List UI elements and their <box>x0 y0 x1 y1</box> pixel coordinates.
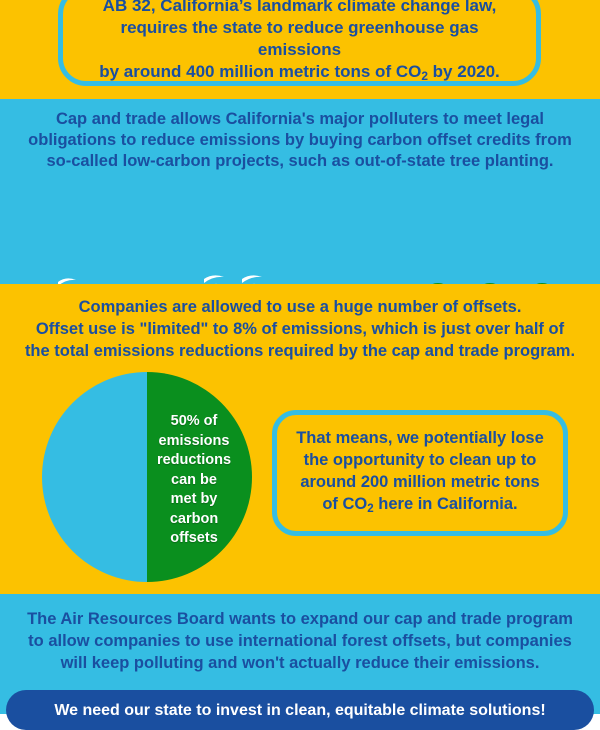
international-offsets-section <box>0 594 600 719</box>
pie-label-line: can be <box>171 471 217 488</box>
pie-label-line: met by <box>170 491 218 507</box>
call-to-action-text: We need our state to invest in clean, equitable climate solutions! <box>54 702 546 719</box>
international-offsets-text <box>0 608 600 674</box>
intro-section <box>0 0 600 99</box>
intl-line-2: to allow companies to use international forest offsets, but companies <box>28 632 572 650</box>
cap-trade-line-2: obligations to reduce emissions by buying carbon offset credits from <box>28 131 572 149</box>
polluters-to-forest-illustration <box>0 99 600 284</box>
callout-line-1: That means, we potentially lose <box>296 428 544 447</box>
ab32-callout <box>58 0 541 86</box>
pie-label <box>146 412 242 549</box>
pie-slice-other <box>42 372 147 582</box>
cap-trade-line-3: so-called low-carbon projects, such as out-of-state tree planting. <box>46 152 554 170</box>
pie-label-line: reductions <box>156 452 232 468</box>
offsets-section <box>0 284 600 594</box>
pie-label-line: offsets <box>170 530 218 546</box>
offsets-text <box>0 296 600 362</box>
ab32-line-1: AB 32, California’s landmark climate change law, <box>102 0 497 16</box>
ab32-line-3: by around 400 million metric tons of $CO_2$ by 2020. <box>99 62 500 83</box>
offsets-line-3: the total emissions reductions required by the cap and trade program. <box>24 342 576 360</box>
ab32-line-2: requires the state to reduce greenhouse gas emissions <box>120 18 479 60</box>
callout-line-3: around 200 million metric tons <box>300 472 540 491</box>
pie-label-line: emissions <box>158 432 230 449</box>
offsets-line-2: Offset use is "limited" to 8% of emissions, which is just over half of <box>35 320 565 338</box>
callout-line-4: of $CO_2$ here in California. <box>322 494 518 515</box>
callout-line-2: the opportunity to clean up to <box>303 450 537 469</box>
intl-line-1: The Air Resources Board wants to expand our cap and trade program <box>27 610 573 628</box>
pie-label-line: 50% of <box>170 413 218 429</box>
pie-label-line: carbon <box>169 510 219 527</box>
cap-and-trade-section <box>0 99 600 284</box>
call-to-action-banner <box>6 690 594 730</box>
offsets-line-1: Companies are allowed to use a huge number of offsets. <box>78 298 522 316</box>
lost-opportunity-callout <box>272 410 568 536</box>
intl-line-3: will keep polluting and won't actually reduce their emissions. <box>60 654 540 672</box>
cap-trade-line-1: Cap and trade allows California's major polluters to meet legal <box>55 110 545 128</box>
